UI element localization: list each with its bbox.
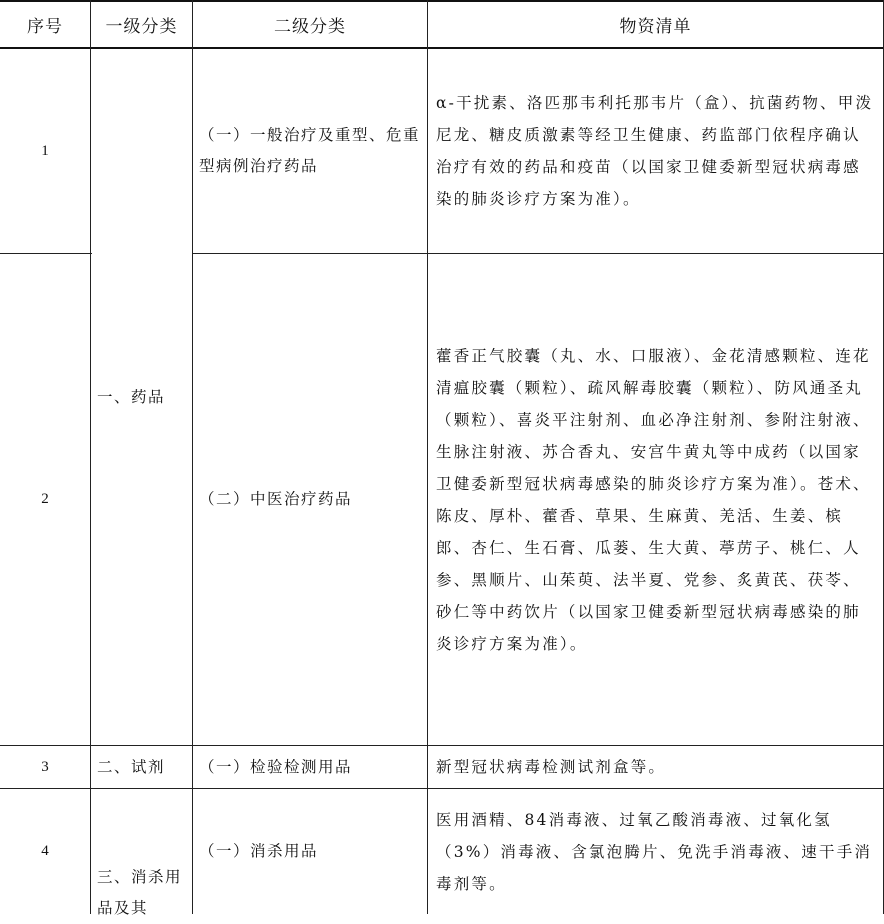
row2-level2 [193,254,427,745]
row3-no-value: 3 [41,758,49,775]
row1-no [0,49,90,253]
row4-level2 [193,789,427,914]
row1-level2-text: （一）一般治疗及重型、危重型病例治疗药品 [199,126,421,175]
row3-no [0,746,90,788]
row1-list-text: α-干扰素、洛匹那韦利托那韦片（盒）、抗菌药物、甲泼尼龙、糖皮质激素等经卫生健康、药监部门依程序确认治疗有效的药品和疫苗（以国家卫健委新型冠状病毒感染的肺炎诊疗方案为准）。 [436,94,874,208]
row3-list-text: 新型冠状病毒检测试剂盒等。 [436,758,667,776]
header-level2-label: 二级分类 [274,17,346,37]
header-list-label: 物资清单 [619,17,692,37]
row2-list-text: 藿香正气胶囊（丸、水、口服液）、金花清感颗粒、连花清瘟胶囊（颗粒）、疏风解毒胶囊（颗粒）、防风通圣丸（颗粒）、喜炎平注射剂、血必净注射剂、参附注射液、生脉注射液、苏合香丸、安宫牛黄丸等中成药（以国家卫健委新型冠状病毒感染的肺炎诊疗方案为准）。苍术、陈皮、厚朴、藿香、草果、生麻黄、羌活、生姜、槟郎、杏仁、生石膏、瓜蒌、生大黄、葶苈子、桃仁、人参、黑顺片、山茱萸、法半夏、党参、炙黄芪、茯苓、砂仁等中药饮片（以国家卫健委新型冠状病毒感染的肺炎诊疗方案为准）。 [436,346,871,653]
row3-list [428,746,883,788]
row4-list [428,789,883,914]
row4-level2-text: （一）消杀用品 [199,842,319,860]
row4-list-text: 医用酒精、84消毒液、过氧乙酸消毒液、过氧化氢（3%）消毒液、含氯泡腾片、免洗手消毒液、速干手消毒剂等。 [436,810,873,893]
row1-list [428,49,883,253]
header-list [428,2,883,47]
row2-level2-text: （二）中医治疗药品 [199,490,353,508]
row1-level2 [193,49,427,253]
level1-drugs [91,49,192,745]
row2-no [0,254,90,745]
header-no [0,2,90,47]
level1-disinfect-text: 三、消杀用品及其 [97,868,183,917]
row3-level2-text: （一）检验检测用品 [199,757,353,776]
row3-level1-text: 二、试剂 [97,757,166,776]
row4-no [0,789,90,914]
row2-list [428,254,883,745]
row3-level1 [91,746,192,788]
header-level1-label: 一级分类 [105,17,178,37]
row1-no-value: 1 [41,142,49,159]
row4-no-value: 4 [41,843,49,859]
row3-level2 [193,746,427,788]
header-no-label: 序号 [27,17,63,37]
level1-drugs-text: 一、药品 [97,387,166,406]
header-level2 [193,2,427,47]
header-level1 [91,2,192,47]
level1-disinfect [91,789,192,917]
row2-no-value: 2 [41,491,49,507]
